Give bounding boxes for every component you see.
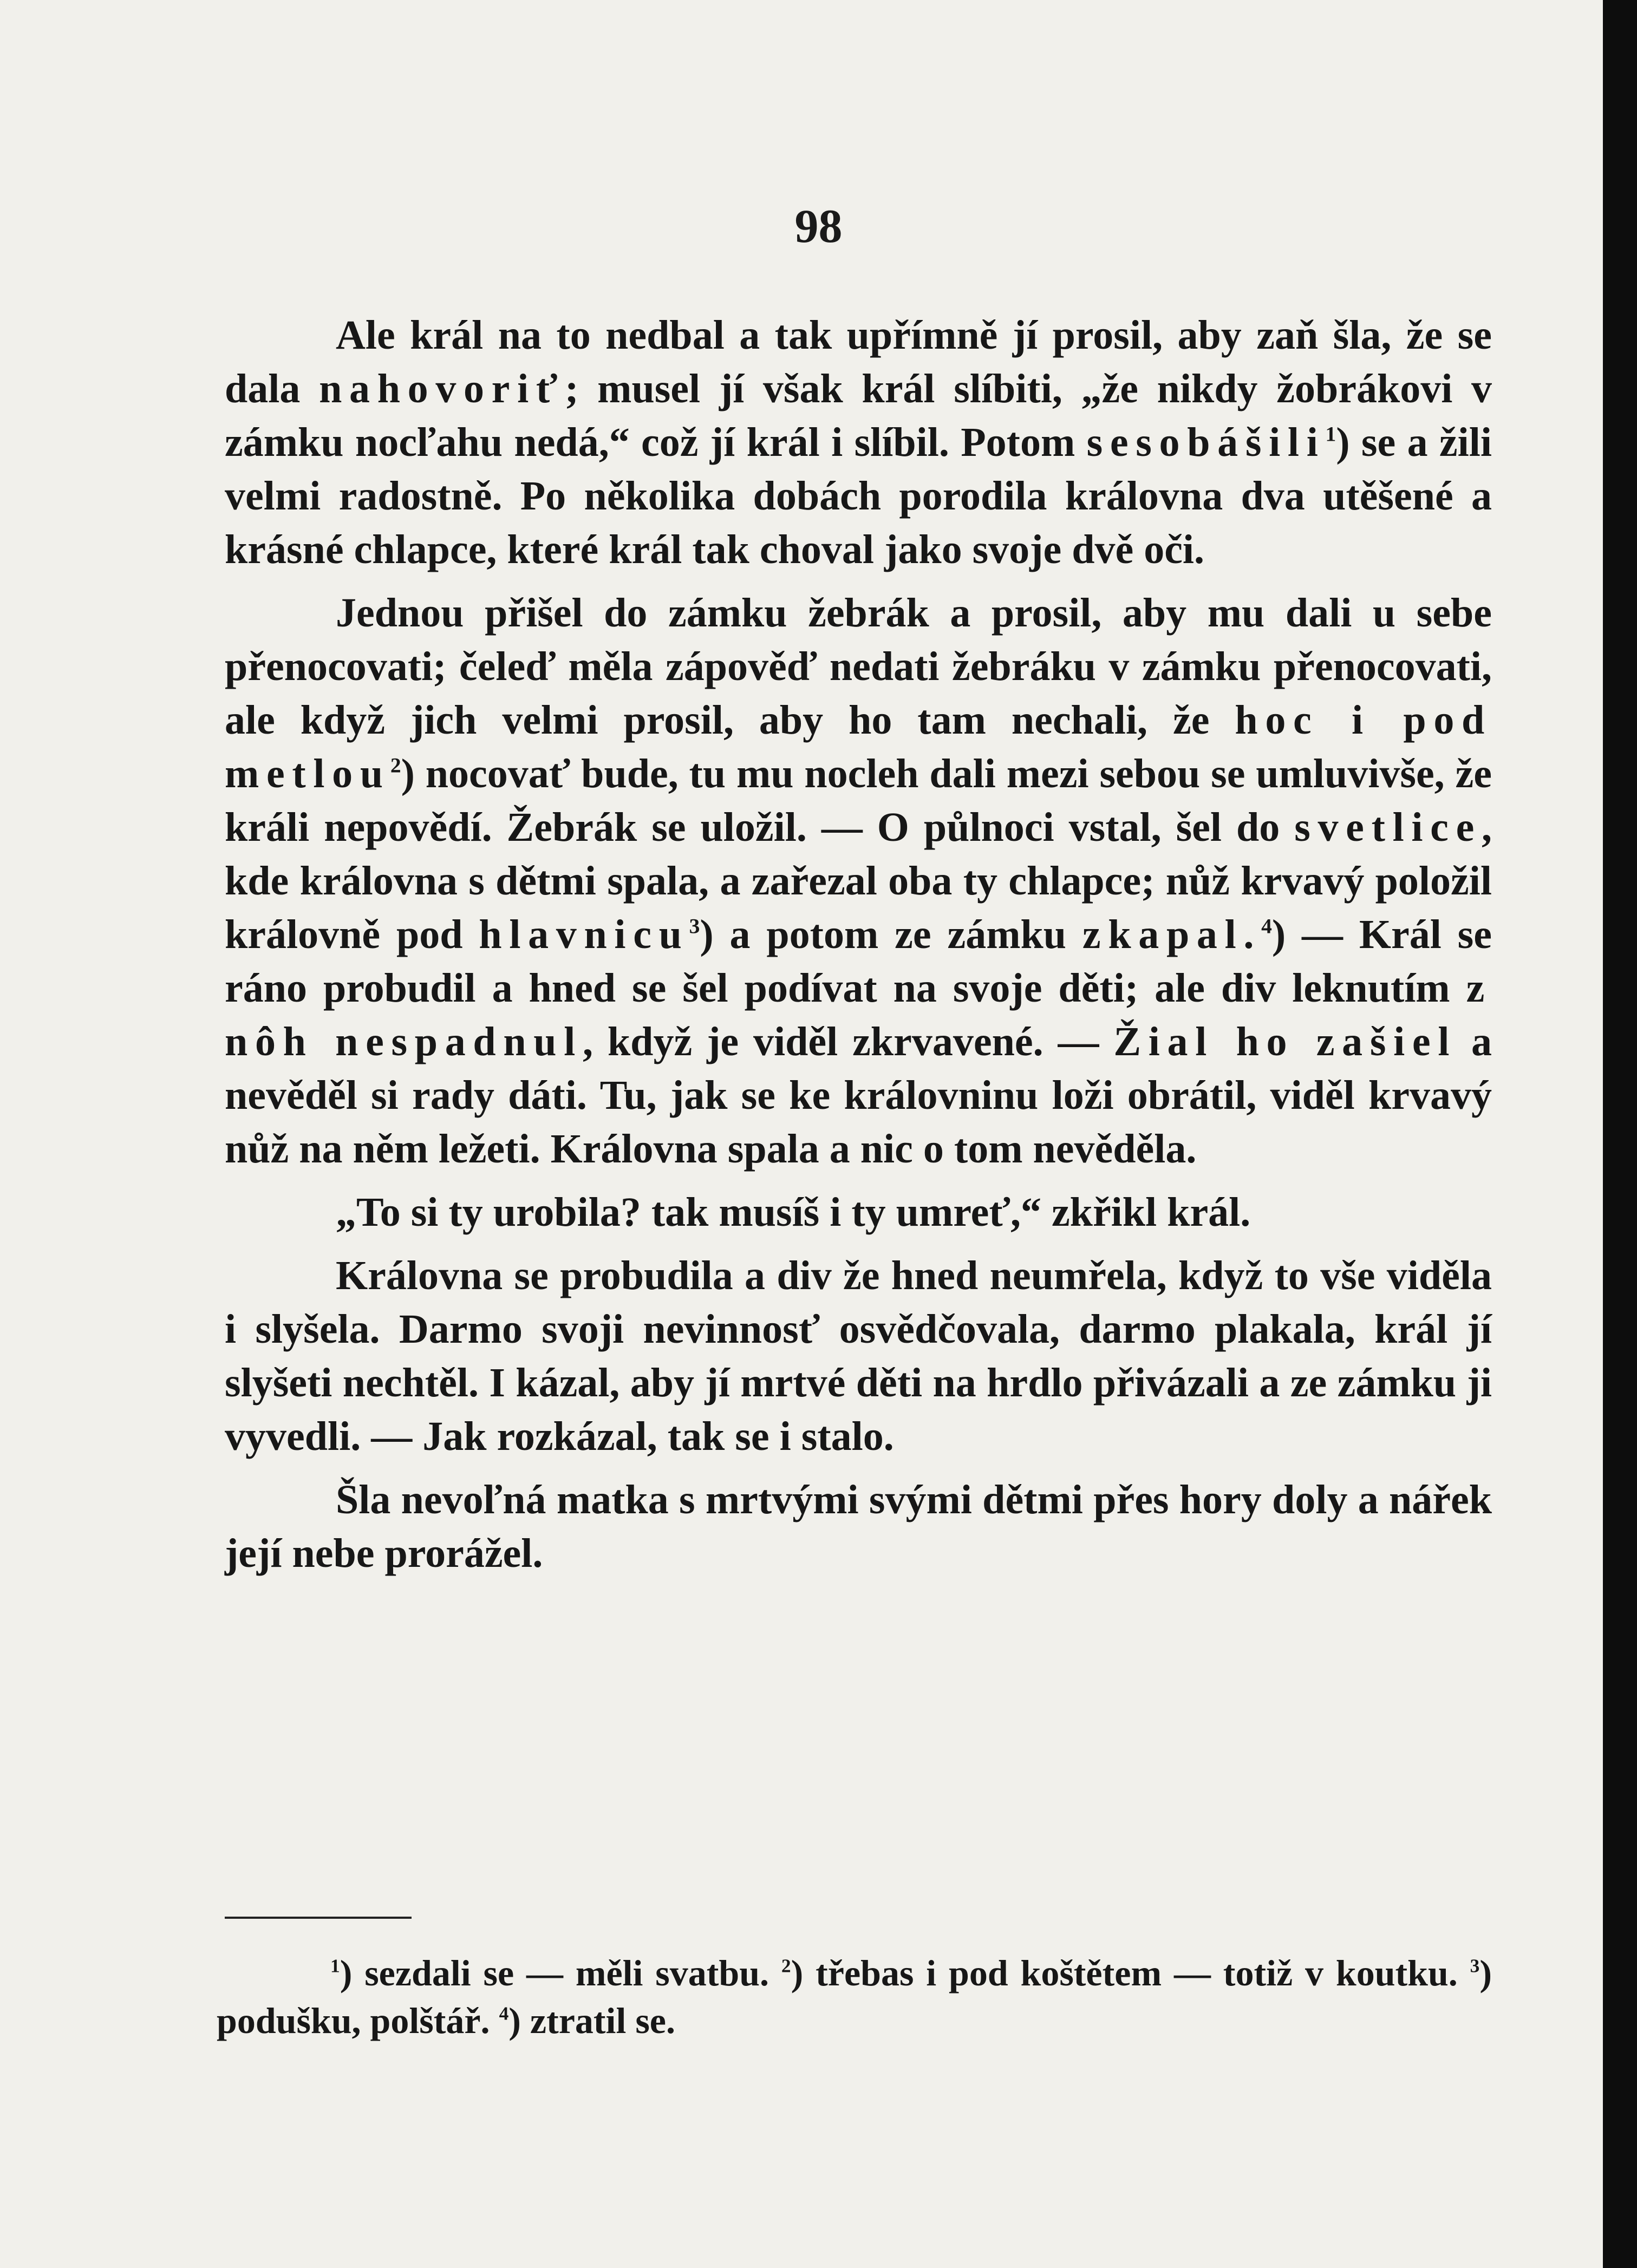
footnote-marker: 1 xyxy=(1325,422,1336,446)
text-run: , když je viděl zkrvavené. — xyxy=(583,1019,1114,1064)
text-run: Ale král na to nedbal a tak upřímně jí prosil, aby zaň šla, že se dala xyxy=(225,312,1492,411)
text-run: ) — Král se ráno probudil a hned se šel podívat na svoje děti; ale div leknutím xyxy=(225,912,1492,1011)
text-run: „To si ty urobila? tak musíš i ty umreť,“ zkřikl král. xyxy=(336,1189,1251,1235)
footnotes xyxy=(217,1949,1492,2044)
footnote-marker: 3 xyxy=(689,914,700,938)
text-run: ; musel jí však král slíbiti, „že nikdy žobrákovi v zámku nocľahu nedá,“ což jí král i slíbil. Potom xyxy=(225,366,1492,465)
footnote-marker: 4 xyxy=(1261,914,1272,938)
footnote-divider xyxy=(225,1917,412,1919)
paragraph xyxy=(225,586,1492,1176)
text-run: Šla nevoľná matka s mrtvými svými dětmi přes hory doly a nářek její nebe prorážel. xyxy=(225,1477,1492,1576)
emphasis-text: Žial ho zašiel xyxy=(1113,1019,1457,1064)
footnote-marker: 1 xyxy=(330,1955,340,1977)
text-run: ) se a žili velmi radostně. Po několika dobách porodila královna dva utěšené a krásné chlapce, které král tak choval jako svoje dvě oči. xyxy=(225,420,1492,572)
paragraph xyxy=(225,1249,1492,1463)
page-number: 98 xyxy=(794,200,843,253)
body-text xyxy=(225,309,1492,1590)
footnote-marker: 2 xyxy=(781,1955,791,1977)
text-run: a nevěděl si rady dáti. Tu, jak se ke královninu loži obrátil, viděl krvavý nůž na něm ležeti. Královna spala a nic o tom nevěděla. xyxy=(225,1019,1492,1172)
emphasis-text: sesobášili xyxy=(1086,420,1326,465)
emphasis-text: zkapal. xyxy=(1082,912,1262,957)
paragraph xyxy=(225,1186,1492,1239)
text-run: ) ztratil se. xyxy=(508,2000,675,2041)
emphasis-text: hoc i pod metlou xyxy=(225,697,1492,796)
footnote-marker: 3 xyxy=(1470,1955,1480,1977)
emphasis-text: hlavnicu xyxy=(479,912,689,957)
text-run: ) sezdali se — měli svatbu. xyxy=(340,1952,781,1994)
footnote-marker: 4 xyxy=(499,2002,509,2024)
emphasis-text: nahovoriť xyxy=(319,366,565,411)
paragraph xyxy=(225,1473,1492,1580)
text-run: ) nocovať bude, tu mu nocleh dali mezi sebou se umluvivše, že králi nepovědí. Žebrák se uložil. — O půlnoci vstal, šel do xyxy=(225,751,1492,850)
scan-border xyxy=(1603,0,1637,2268)
text-run: , kde královna s dětmi spala, a zařezal oba ty chlapce; nůž krvavý položil královně pod xyxy=(225,805,1492,957)
text-run: Královna se probudila a div že hned neumřela, když to vše viděla i slyšela. Darmo svoji nevinnosť osvědčovala, darmo plakala, král jí slyšeti nechtěl. I kázal, aby jí mrtvé děti na hrdlo přivázali a ze zámku ji vyvedli. — Jak rozkázal, tak se i stalo. xyxy=(225,1253,1492,1459)
emphasis-text: svetlice xyxy=(1294,805,1482,850)
text-run: ) a potom ze zámku xyxy=(700,912,1082,957)
paragraph xyxy=(225,309,1492,577)
text-run: ) podušku, polštář. xyxy=(217,1952,1492,2041)
footnote-marker: 2 xyxy=(390,753,401,777)
emphasis-text: z nôh nespadnul xyxy=(225,965,1492,1064)
text-run: ) třebas i pod koštětem — totiž v koutku. xyxy=(791,1952,1470,1994)
footnote-line xyxy=(217,1949,1492,2044)
text-run: Jednou přišel do zámku žebrák a prosil, aby mu dali u sebe přenocovati; čeleď měla zápověď nedati žebráku v zámku přenocovati, ale když jich velmi prosil, aby ho tam nechali, že xyxy=(225,590,1492,743)
